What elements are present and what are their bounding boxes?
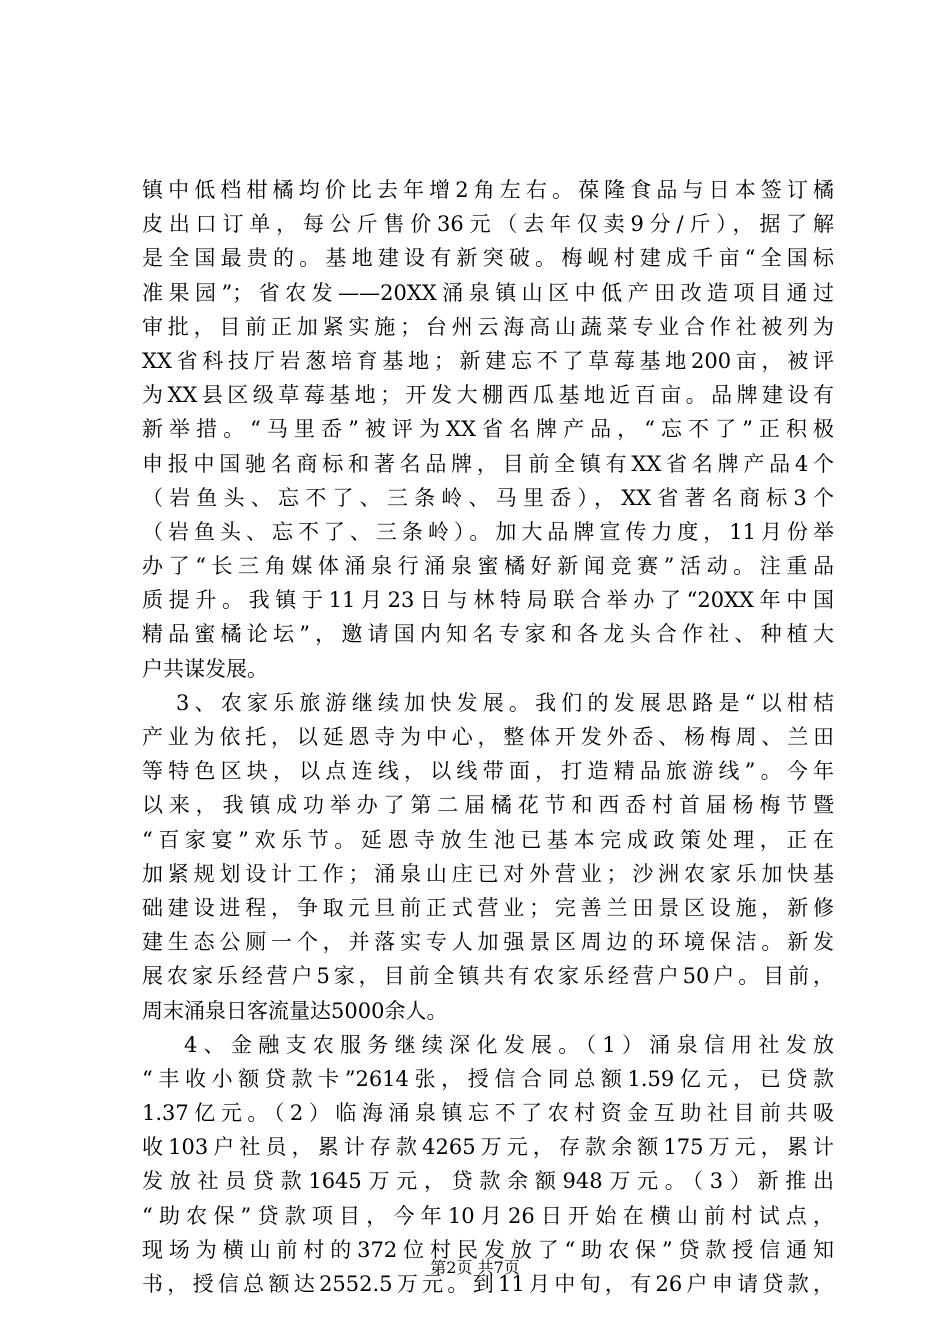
paragraph-start-line: 3、农家乐旅游继续加快发展。我们的发展思路是“以柑桔 xyxy=(176,690,834,715)
text-line: 展农家乐经营户5家，目前全镇共有农家乐经营户50户。目前， xyxy=(142,964,834,989)
text-line: 1.37亿元。（2）临海涌泉镇忘不了农村资金互助社目前共吸 xyxy=(142,1101,834,1126)
text-line: 等特色区块，以点连线，以线带面，打造精品旅游线”。今年 xyxy=(142,759,834,784)
text-line: 产业为依托，以延恩寺为中心，整体开发外岙、杨梅周、兰田 xyxy=(142,725,834,749)
text-line: 户共谋发展。 xyxy=(142,656,268,681)
text-line: 现场为横山前村的372位村民发放了“助农保”贷款授信通知 xyxy=(142,1237,834,1262)
text-line: 精品蜜橘论坛”，邀请国内知名专家和各龙头合作社、种植大 xyxy=(142,622,834,647)
text-line: 以来，我镇成功举办了第二届橘花节和西岙村首届杨梅节暨 xyxy=(142,793,834,818)
text-line: （岩鱼头、忘不了、三条岭）。加大品牌宣传力度，11月份举 xyxy=(142,519,834,544)
text-line: 加紧规划设计工作；涌泉山庄已对外营业；沙洲农家乐加快基 xyxy=(142,861,834,886)
text-line: 周末涌泉日客流量达5000余人。 xyxy=(142,998,448,1023)
text-line: 础建设进程，争取元旦前正式营业；完善兰田景区设施，新修 xyxy=(142,895,834,920)
text-line: 建生态公厕一个，并落实专人加强景区周边的环境保洁。新发 xyxy=(142,930,834,955)
text-line: 质提升。我镇于11月23日与林特局联合举办了“20XX年中国 xyxy=(142,588,834,613)
text-line: 审批，目前正加紧实施；台州云海高山蔬菜专业合作社被列为 xyxy=(142,314,834,339)
text-line: 为XX县区级草莓基地；开发大棚西瓜基地近百亩。品牌建设有 xyxy=(142,383,834,408)
text-line: 发放社员贷款1645万元，贷款余额948万元。（3）新推出 xyxy=(142,1169,834,1194)
text-line: 申报中国驰名商标和著名品牌，目前全镇有XX省名牌产品4个 xyxy=(142,451,834,476)
text-line: 是全国最贵的。基地建设有新突破。梅岘村建成千亩“全国标 xyxy=(142,246,834,271)
text-line: 收103户社员，累计存款4265万元，存款余额175万元，累计 xyxy=(142,1135,834,1160)
page-number-footer: 第2页 共7页 xyxy=(430,1258,520,1277)
text-line: 新举措。“马里岙”被评为XX省名牌产品，“忘不了”正积极 xyxy=(142,417,834,442)
text-line: 镇中低档柑橘均价比去年增2角左右。葆隆食品与日本签订橘 xyxy=(142,178,834,202)
text-line: 皮出口订单，每公斤售价36元（去年仅卖9分/斤），据了解 xyxy=(142,212,834,237)
text-line: 办了“长三角媒体涌泉行涌泉蜜橘好新闻竞赛”活动。注重品 xyxy=(142,554,834,579)
text-line: 准果园”；省农发——20XX涌泉镇山区中低产田改造项目通过 xyxy=(142,280,834,305)
document-body xyxy=(142,173,834,1301)
text-line: “丰收小额贷款卡”2614张，授信合同总额1.59亿元，已贷款 xyxy=(142,1066,834,1091)
text-line: 书，授信总额达2552.5万元。到11月中旬，有26户申请贷款， xyxy=(142,1272,834,1296)
text-line: “助农保”贷款项目，今年10月26日开始在横山前村试点， xyxy=(142,1203,834,1228)
paragraph-start-line: 4、金融支农服务继续深化发展。（1）涌泉信用社发放 xyxy=(184,1032,834,1057)
text-line: “百家宴”欢乐节。延恩寺放生池已基本完成政策处理，正在 xyxy=(142,827,834,852)
text-line: XX省科技厅岩葱培育基地；新建忘不了草莓基地200亩，被评 xyxy=(142,348,834,373)
text-line: （岩鱼头、忘不了、三条岭、马里岙），XX省著名商标3个 xyxy=(142,485,834,510)
